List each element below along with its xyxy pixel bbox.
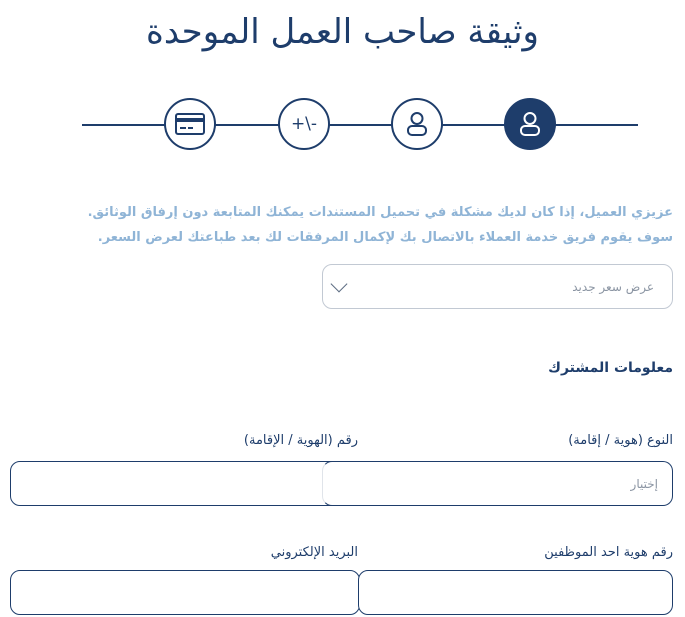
step-employer[interactable] [504,98,556,150]
quote-select-value: عرض سعر جديد [572,279,654,294]
credit-card-icon [175,113,205,135]
plus-minus-icon: +\- [290,114,318,134]
email-field[interactable] [10,570,360,615]
step-payment[interactable] [164,98,216,150]
id-type-label: النوع (هوية / إقامة) [568,433,673,448]
progress-stepper [82,97,638,151]
step-subscriber[interactable] [391,98,443,150]
email-label: البريد الإلكتروني [270,545,358,560]
id-number-label: رقم (الهوية / الإقامة) [243,433,358,448]
notice-line-2: سوف يقوم فريق خدمة العملاء بالاتصال بك لإكمال المرفقات لك بعد طباعتك لعرض السعر. [97,230,673,245]
page-title: وثيقة صاحب العمل الموحدة [146,12,539,52]
step-adjustments[interactable] [278,98,330,150]
user-icon [406,111,428,137]
quote-select[interactable] [322,264,673,309]
upload-notice [33,200,673,250]
notice-line-1: عزيزي العميل، إذا كان لديك مشكلة في تحميل المستندات يمكنك المتابعة دون إرفاق الوثائق. [87,205,673,220]
chevron-down-icon [331,275,348,292]
user-icon [519,111,541,137]
subscriber-section-title: معلومات المشترك [548,360,673,376]
employee-id-field[interactable] [358,570,673,615]
id-type-select-value: إختيار [630,476,658,491]
employee-id-label: رقم هوية احد الموظفين [544,545,673,560]
id-number-field[interactable] [10,461,360,506]
id-type-select[interactable] [322,461,673,506]
